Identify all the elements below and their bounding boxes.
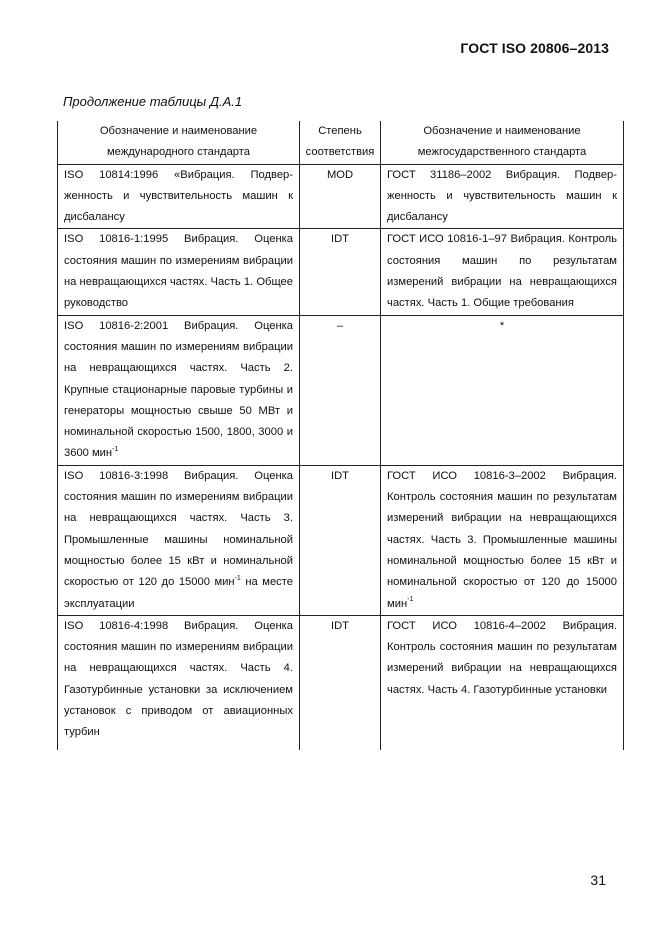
table-row [58, 615, 624, 749]
cell-text: ISO 10816-4:1998 Вибрация. Оценка состояния машин по измерениям вибрации на невращающихся частях. Часть 4. Газотурбинные установки за исключением установок с приводом от авиационных турбин [64, 619, 293, 739]
footnote-marker: * [499, 319, 505, 332]
degree-cell [300, 164, 381, 229]
superscript: -1 [407, 595, 414, 603]
degree-cell [300, 615, 381, 749]
cell-text: ISO 10816-3:1998 Вибрация. Оценка состояния машин по измерениям вибрации на невращающихся частях. Часть 3. Промышленные машины номинальной мощностью более 15 кВт и номинальной скоростью от 120 до 15000 мин [64, 469, 293, 589]
cell-text: IDT [330, 469, 350, 482]
standards-correspondence-table [57, 121, 624, 750]
header-degree-of-correspondence: Степень соответствия [300, 121, 381, 164]
cell-text: IDT [330, 619, 350, 632]
table-caption: Продолжение таблицы Д.А.1 [63, 94, 243, 109]
table-row [58, 229, 624, 315]
cell-text: ГОСТ ИСО 10816-4–2002 Вибрация. Контроль состояния машин по результатам измерений вибрации на невращающихся частях. Часть 4. Газотурбинные установки [387, 619, 617, 696]
interstate-standard-cell [381, 229, 624, 315]
superscript: -1 [234, 574, 241, 582]
degree-cell [300, 229, 381, 315]
superscript: -1 [112, 445, 119, 453]
table-row [58, 315, 624, 465]
interstate-standard-cell [381, 315, 624, 465]
page-number: 31 [590, 872, 606, 888]
cell-text: ГОСТ 31186–2002 Вибрация. Подверженность и чувствительность машин к дисбалансу [387, 168, 617, 224]
cell-text: IDT [330, 233, 350, 246]
cell-text: ISO 10814:1996 «Вибрация. Подверженность и чувствительность машин к дисбалансу [64, 168, 293, 224]
cell-text: ГОСТ ИСО 10816-1–97 Вибрация. Контроль состояния машин по результатам измерений вибрации на невращающихся частях. Часть 1. Общие требования [387, 233, 617, 310]
cell-text: MOD [326, 168, 354, 181]
interstate-standard-cell [381, 164, 624, 229]
degree-cell [300, 465, 381, 615]
degree-cell [300, 315, 381, 465]
table-row [58, 164, 624, 229]
international-standard-cell [58, 615, 300, 749]
cell-text: ISO 10816-1:1995 Вибрация. Оценка состояния машин по измерениям вибрации на невращающихся частях. Часть 1. Общее руководство [64, 233, 293, 310]
interstate-standard-cell [381, 465, 624, 615]
international-standard-cell [58, 465, 300, 615]
cell-text: ISO 10816-2:2001 Вибрация. Оценка состояния машин по измерениям вибрации на невращающихся частях. Часть 2. Крупные стационарные паровые турбины и генераторы мощностью свыше 50 МВт и номинальной скоростью 1500, 1800, 3000 и 3600 мин [64, 319, 293, 460]
document-code: ГОСТ ISO 20806–2013 [460, 40, 609, 56]
table-row [58, 465, 624, 615]
international-standard-cell [58, 229, 300, 315]
header-international-standard: Обозначение и наименование международного стандарта [58, 121, 300, 164]
cell-text-tail: на месте эксплуатации [64, 576, 293, 610]
header-interstate-standard: Обозначение и наименование межгосударственного стандарта [381, 121, 624, 164]
international-standard-cell [58, 164, 300, 229]
cell-text: – [336, 319, 344, 332]
cell-text: ГОСТ ИСО 10816-3–2002 Вибрация. Контроль состояния машин по результатам измерений вибрации на невращающихся частях. Часть 3. Промышленные машины номинальной мощностью более 15 кВт и номинальной скоростью от 120 до 15000 мин [387, 469, 617, 610]
table-header-row [58, 121, 624, 164]
international-standard-cell [58, 315, 300, 465]
interstate-standard-cell [381, 615, 624, 749]
